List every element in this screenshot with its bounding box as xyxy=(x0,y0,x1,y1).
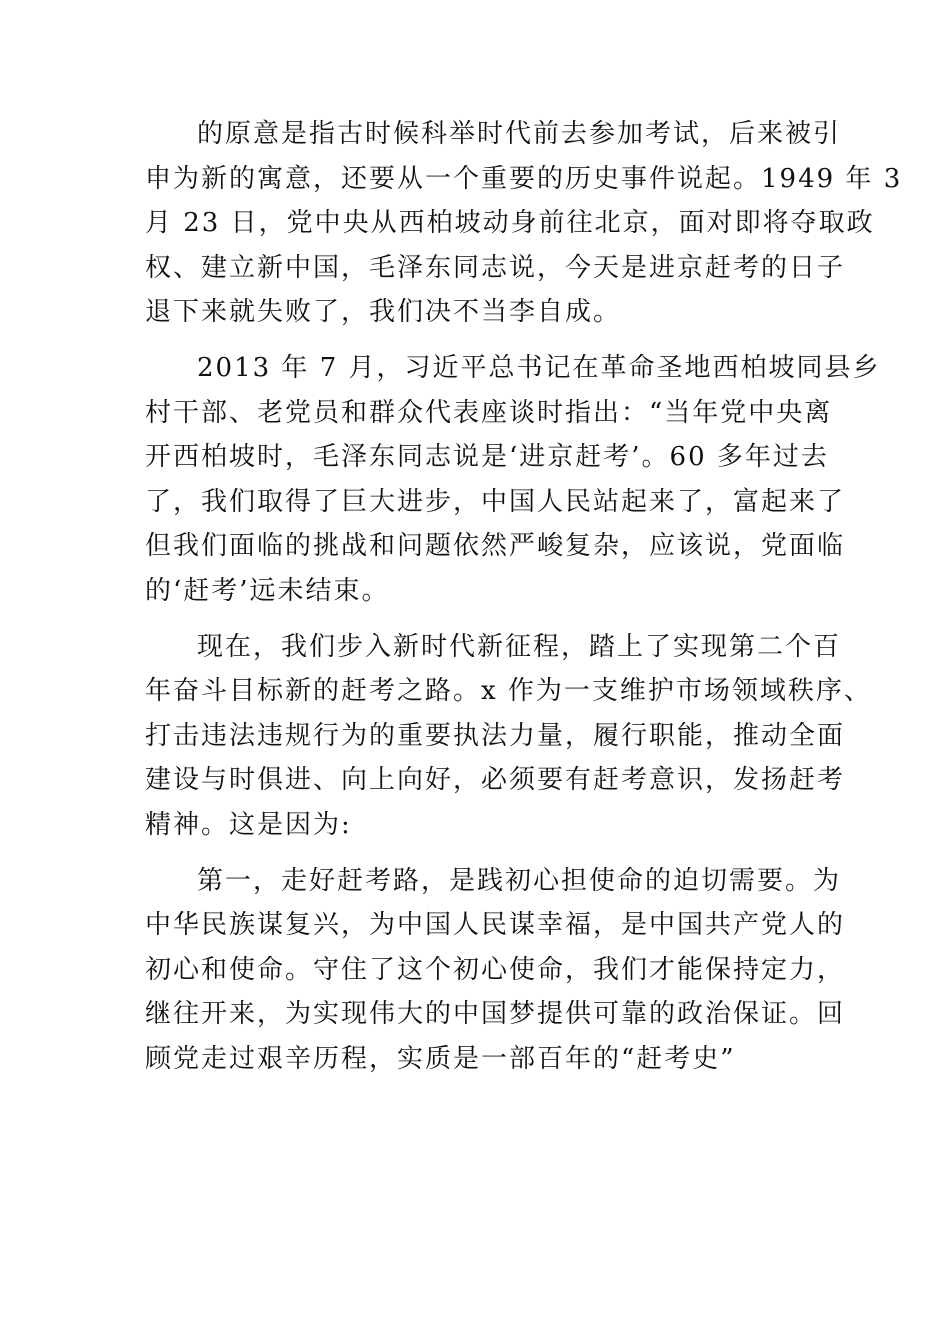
text-line: 的‘赶考’远未结束。 xyxy=(145,575,390,606)
text-line: 了，我们取得了巨大进步，中国人民站起来了，富起来了 xyxy=(145,486,846,517)
document-body xyxy=(145,112,903,1092)
text-line: 2013 年 7 月，习近平总书记在革命圣地西柏坡同县乡 xyxy=(197,352,881,383)
paragraph-4 xyxy=(145,859,846,1082)
text-line: 打击违法违规行为的重要执法力量，履行职能，推动全面 xyxy=(145,720,846,751)
text-line: 顾党走过艰辛历程，实质是一部百年的“赶考史” xyxy=(145,1043,736,1074)
text-line: 初心和使命。守住了这个初心使命，我们才能保持定力， xyxy=(145,954,846,985)
paragraph-1 xyxy=(145,112,903,335)
text-line: 月 23 日，党中央从西柏坡动身前往北京，面对即将夺取政 xyxy=(145,208,875,239)
text-line: 建设与时俱进、向上向好，必须要有赶考意识，发扬赶考 xyxy=(145,765,846,796)
text-line: 但我们面临的挑战和问题依然严峻复杂，应该说，党面临 xyxy=(145,531,846,562)
text-line: 申为新的寓意，还要从一个重要的历史事件说起。1949 年 3 xyxy=(145,163,903,194)
text-line: 权、建立新中国，毛泽东同志说，今天是进京赶考的日子 xyxy=(145,252,846,283)
paragraph-3 xyxy=(145,625,872,848)
paragraph-2 xyxy=(145,346,881,614)
text-line: 中华民族谋复兴，为中国人民谋幸福，是中国共产党人的 xyxy=(145,910,846,941)
text-line: 的原意是指古时候科举时代前去参加考试，后来被引 xyxy=(197,119,842,149)
text-line: 年奋斗目标新的赶考之路。x 作为一支维护市场领域秩序、 xyxy=(145,676,872,707)
text-line: 继往开来，为实现伟大的中国梦提供可靠的政治保证。回 xyxy=(145,999,846,1030)
text-line: 第一，走好赶考路，是践初心担使命的迫切需要。为 xyxy=(197,865,842,896)
text-line: 现在，我们步入新时代新征程，踏上了实现第二个百 xyxy=(197,631,842,662)
text-line: 开西柏坡时，毛泽东同志说是‘进京赶考’。60 多年过去 xyxy=(145,442,829,473)
text-line: 退下来就失败了，我们决不当李自成。 xyxy=(145,297,622,328)
text-line: 村干部、老党员和群众代表座谈时指出：“当年党中央离 xyxy=(145,397,833,428)
text-line: 精神。这是因为: xyxy=(145,809,352,840)
